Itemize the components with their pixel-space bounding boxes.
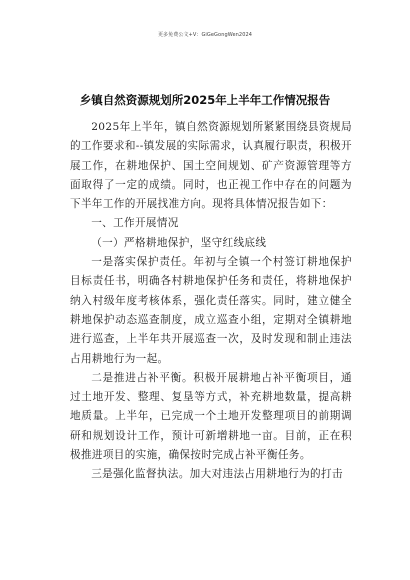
document-body bbox=[70, 118, 352, 485]
body-paragraph: 二是推进占补平衡。积极开展耕地占补平衡项目，通过土地开发、整理、复垦等方式，补充耕地数量，提高耕地质量。上半年，已完成一个土地开发整理项目的前期调研和规划设计工作，预计可新增耕地一亩。目前，正在积极推进项目的实施，确保按时完成占补平衡任务。 bbox=[70, 371, 352, 462]
intro-paragraph: 2025年上半年，镇自然资源规划所紧紧围绕县资规局的工作要求和--镇发展的实际需求，认真履行职责，积极开展工作，在耕地保护、国土空间规划、矿产资源管理等方面取得了一定的成绩。同时，也正视工作中存在的问题为下半年工作的开展找准方向。现将具体情况报告如下： bbox=[70, 121, 352, 211]
body-paragraph: 一是落实保护责任。年初与全镇一个村签订耕地保护目标责任书，明确各村耕地保护任务和责任，将耕地保护纳入村级年度考核体系，强化责任落实。同时，建立健全耕地保护动态巡查制度，成立巡查小组，定期对全镇耕地进行巡查，上半年共开展巡查一次，及时发现和制止违法占用耕地行为一起。 bbox=[70, 256, 352, 365]
header-note: 更多免费公文+V：GiGeGongWen2024 bbox=[157, 32, 253, 38]
document-title: 乡镇自然资源规划所2025年上半年工作情况报告 bbox=[79, 93, 331, 107]
section-heading: 一、工作开展情况 bbox=[91, 217, 179, 230]
subsection-heading: （一）严格耕地保护，坚守红线底线 bbox=[91, 236, 267, 249]
body-paragraph: 三是强化监督执法。加大对违法占用耕地行为的打击 bbox=[91, 468, 343, 481]
